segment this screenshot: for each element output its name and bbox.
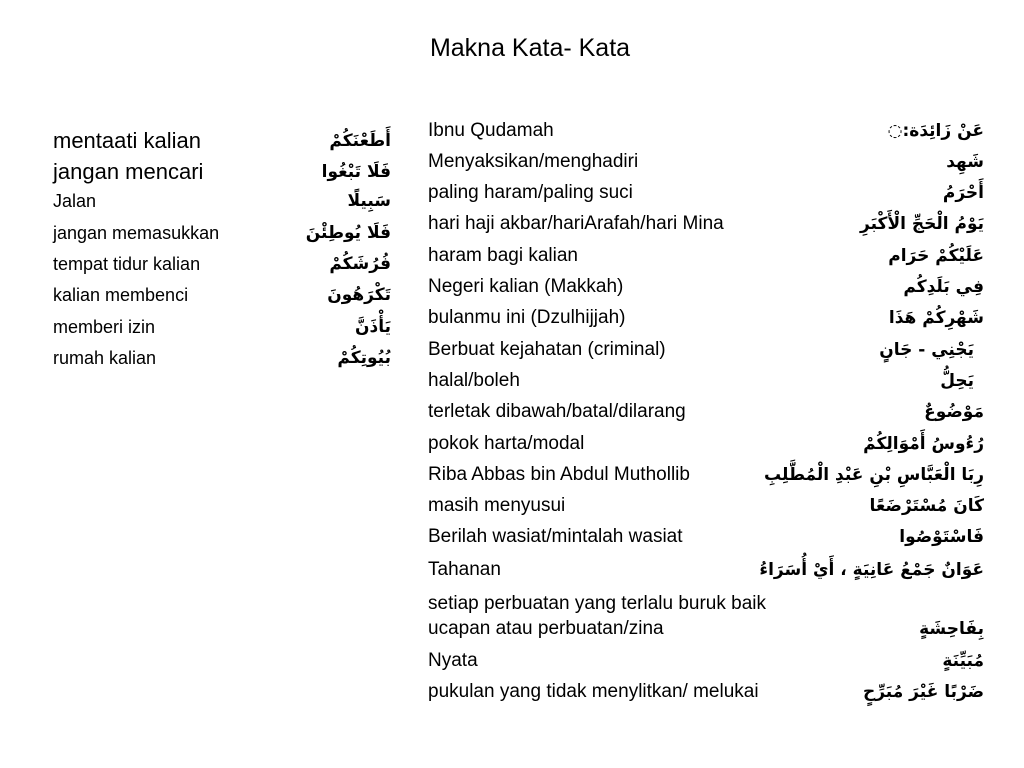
arabic-text: فَلَا يُوطِئْنَ — [305, 223, 391, 243]
meaning-text: mentaati kalian — [53, 128, 201, 153]
list-item — [428, 617, 984, 647]
arabic-text: رُءُوسُ أَمْوَالِكُمْ — [863, 434, 984, 454]
arabic-text: كَانَ مُسْتَرْضَعًا — [869, 496, 984, 516]
arabic-text: بُيُوتِكُمْ — [337, 348, 391, 368]
vocabulary-list-right — [428, 116, 984, 716]
meaning-text: halal/boleh — [428, 370, 520, 391]
page-title: Makna Kata- Kata — [429, 34, 631, 62]
list-item — [428, 522, 984, 552]
arabic-text: شَهْرِكُمْ هَذَا — [888, 308, 984, 328]
list-item — [53, 186, 391, 216]
arabic-text: عَوَانٌ جَمْعُ عَانِيَةٍ ، أَيْ أُسَرَاءُ — [759, 560, 984, 580]
meaning-text: ucapan atau perbuatan/zina — [428, 618, 664, 639]
arabic-text: رِبَا الْعَبَّاسِ بْنِ عَبْدِ الْمُطَّلِبِ — [764, 465, 984, 485]
meaning-text: kalian membenci — [53, 285, 189, 305]
arabic-text: عَنْ زَائِدَة:◌ — [887, 121, 984, 141]
list-item — [428, 646, 984, 676]
meaning-text: terletak dibawah/batal/dilarang — [428, 401, 686, 422]
list-item — [428, 491, 984, 521]
arabic-text: فَاسْتَوْصُوا — [899, 527, 984, 547]
list-item — [53, 218, 391, 248]
list-item — [428, 429, 984, 459]
arabic-text: يَجْنِي - جَانٍ — [879, 340, 974, 360]
meaning-text: Riba Abbas bin Abdul Muthollib — [428, 464, 690, 485]
list-item — [53, 343, 391, 373]
arabic-text: ضَرْبًا غَيْرَ مُبَرِّحٍ — [862, 682, 984, 702]
arabic-text: بِفَاحِشَةٍ — [919, 619, 984, 639]
meaning-text: Nyata — [428, 650, 478, 671]
meaning-text: masih menyusui — [428, 495, 566, 516]
arabic-text: تَكْرَهُونَ — [327, 285, 391, 305]
arabic-text: سَبِيلًا — [347, 191, 391, 211]
meaning-text: Menyaksikan/menghadiri — [428, 151, 639, 172]
meaning-text: jangan memasukkan — [53, 223, 220, 243]
meaning-text: pokok harta/modal — [428, 433, 585, 454]
meaning-text: pukulan yang tidak menylitkan/ melukai — [428, 681, 759, 702]
list-item — [53, 280, 391, 310]
meaning-text: Berilah wasiat/mintalah wasiat — [428, 526, 683, 547]
arabic-text: فَلَا تَبْغُوا — [321, 162, 391, 182]
list-item — [53, 157, 391, 187]
list-item — [53, 312, 391, 342]
meaning-text: Tahanan — [428, 559, 501, 580]
list-item — [428, 366, 984, 396]
list-item — [428, 147, 984, 177]
meaning-text: haram bagi kalian — [428, 245, 578, 266]
arabic-text: فُرُشَكُمْ — [329, 254, 391, 274]
arabic-text: أَحْرَمُ — [942, 183, 984, 203]
meaning-text: Negeri kalian (Makkah) — [428, 276, 624, 297]
meaning-text: jangan mencari — [53, 159, 204, 184]
arabic-text: يَأْذَنَّ — [354, 317, 391, 337]
list-item — [428, 555, 984, 585]
vocabulary-list-left — [53, 126, 391, 376]
list-item — [428, 241, 984, 271]
arabic-text: شَهِد — [946, 152, 984, 172]
meaning-text: bulanmu ini (Dzulhijjah) — [428, 307, 626, 328]
meaning-text: Berbuat kejahatan (criminal) — [428, 339, 666, 360]
list-item — [428, 209, 984, 239]
list-item — [53, 126, 391, 156]
meaning-text: hari haji akbar/hariArafah/hari Mina — [428, 213, 724, 234]
meaning-text: paling haram/paling suci — [428, 182, 633, 203]
list-item — [428, 397, 984, 427]
list-item — [428, 677, 984, 707]
arabic-text: أَطَعْنَكُمْ — [329, 131, 391, 151]
meaning-text: Ibnu Qudamah — [428, 120, 554, 141]
arabic-text: يَوْمُ الْحَجِّ الْأَكْبَرِ — [860, 214, 984, 234]
list-item — [428, 272, 984, 302]
list-item — [428, 303, 984, 333]
arabic-text: عَلَيْكُمْ حَرَام — [888, 246, 984, 266]
arabic-text: مَوْضُوعٌ — [924, 402, 984, 422]
arabic-text: مُبَيِّنَةٍ — [942, 651, 984, 671]
meaning-text: rumah kalian — [53, 348, 157, 368]
meaning-text: setiap perbuatan yang terlalu buruk baik — [428, 593, 767, 614]
arabic-text: فِي بَلَدِكُم — [903, 277, 984, 297]
list-item — [53, 249, 391, 279]
list-item — [428, 178, 984, 208]
list-item — [428, 460, 984, 490]
list-item — [428, 116, 984, 146]
meaning-text: tempat tidur kalian — [53, 254, 201, 274]
list-item — [428, 335, 984, 365]
arabic-text: يَحِلُّ — [940, 371, 974, 391]
meaning-text: Jalan — [53, 191, 97, 211]
meaning-text: memberi izin — [53, 317, 156, 337]
